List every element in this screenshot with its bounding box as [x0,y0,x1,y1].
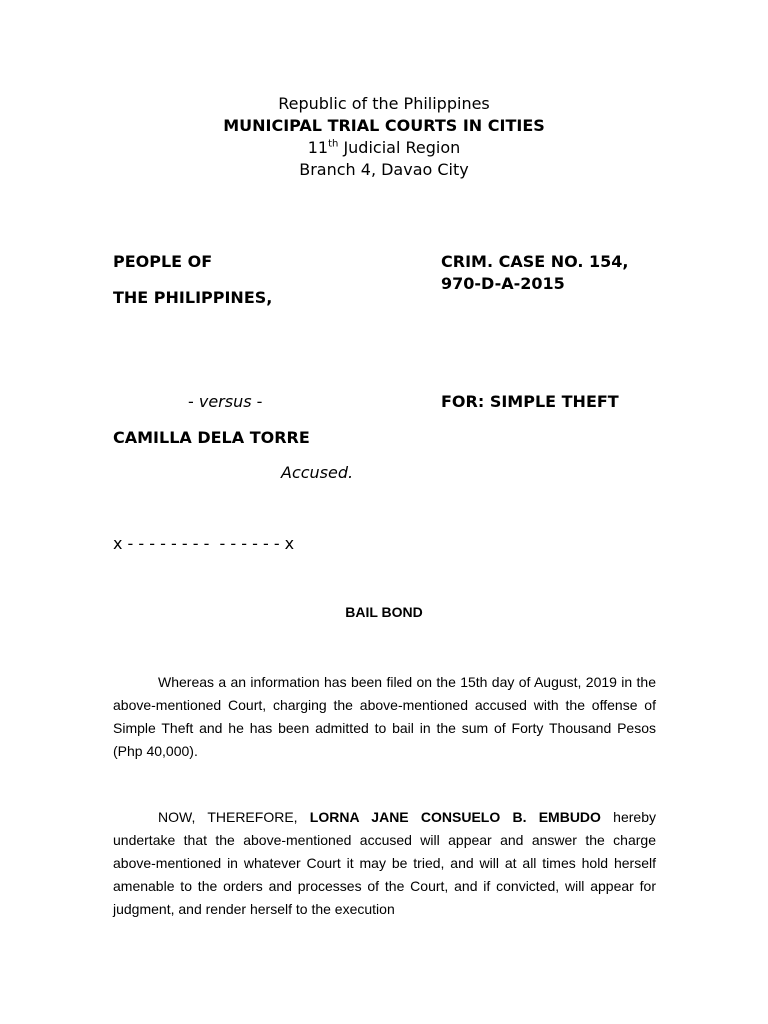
plaintiff-line-1: PEOPLE OF [113,252,213,271]
region-ordinal: th [328,138,339,150]
plaintiff-line-2: THE PHILIPPINES, [113,288,273,307]
now-therefore-intro: NOW, THEREFORE, [158,809,310,825]
judicial-region [0,137,768,159]
paragraph-whereas: Whereas a an information has been filed on the 15th day of August, 2019 in the above-mentioned Court, charging the above-mentioned accused with the offense of Simple Theft and he has been admitted to bail in the sum of Forty Thousand Pesos (Php 40,000). [113,674,656,759]
caption-separator: x - - - - - - - - - - - - - - x [113,534,295,553]
defendant-name: CAMILLA DELA TORRE [113,428,310,447]
region-number: 11 [307,138,329,157]
offense-line: FOR: SIMPLE THEFT [441,392,619,411]
court-name: MUNICIPAL TRIAL COURTS IN CITIES [223,116,545,135]
case-number-line-2: 970-D-A-2015 [441,274,565,293]
versus-suffix: - [251,392,263,411]
versus-prefix: - [188,392,199,411]
accused-label: Accused. [281,463,354,482]
versus-word: versus [198,392,252,411]
undertaking-body: hereby undertake that the above-mentioned accused will appear and answer the charge above-mentioned in whatever Court it may be tried, and will at all times hold herself amenable to the orders and processes of the Court, and if convicted, will appear for judgment, and render herself to the execution [113,809,656,917]
region-text: Judicial Region [338,138,461,157]
republic-line: Republic of the Philippines [278,94,490,113]
document-title: BAIL BOND [345,604,423,620]
paragraph-now-therefore [113,806,656,921]
case-number-line-1: CRIM. CASE NO. 154, [441,252,629,271]
branch-line: Branch 4, Davao City [299,160,469,179]
court-header [0,93,768,181]
versus-line [188,391,262,413]
surety-name: LORNA JANE CONSUELO B. EMBUDO [309,809,601,825]
